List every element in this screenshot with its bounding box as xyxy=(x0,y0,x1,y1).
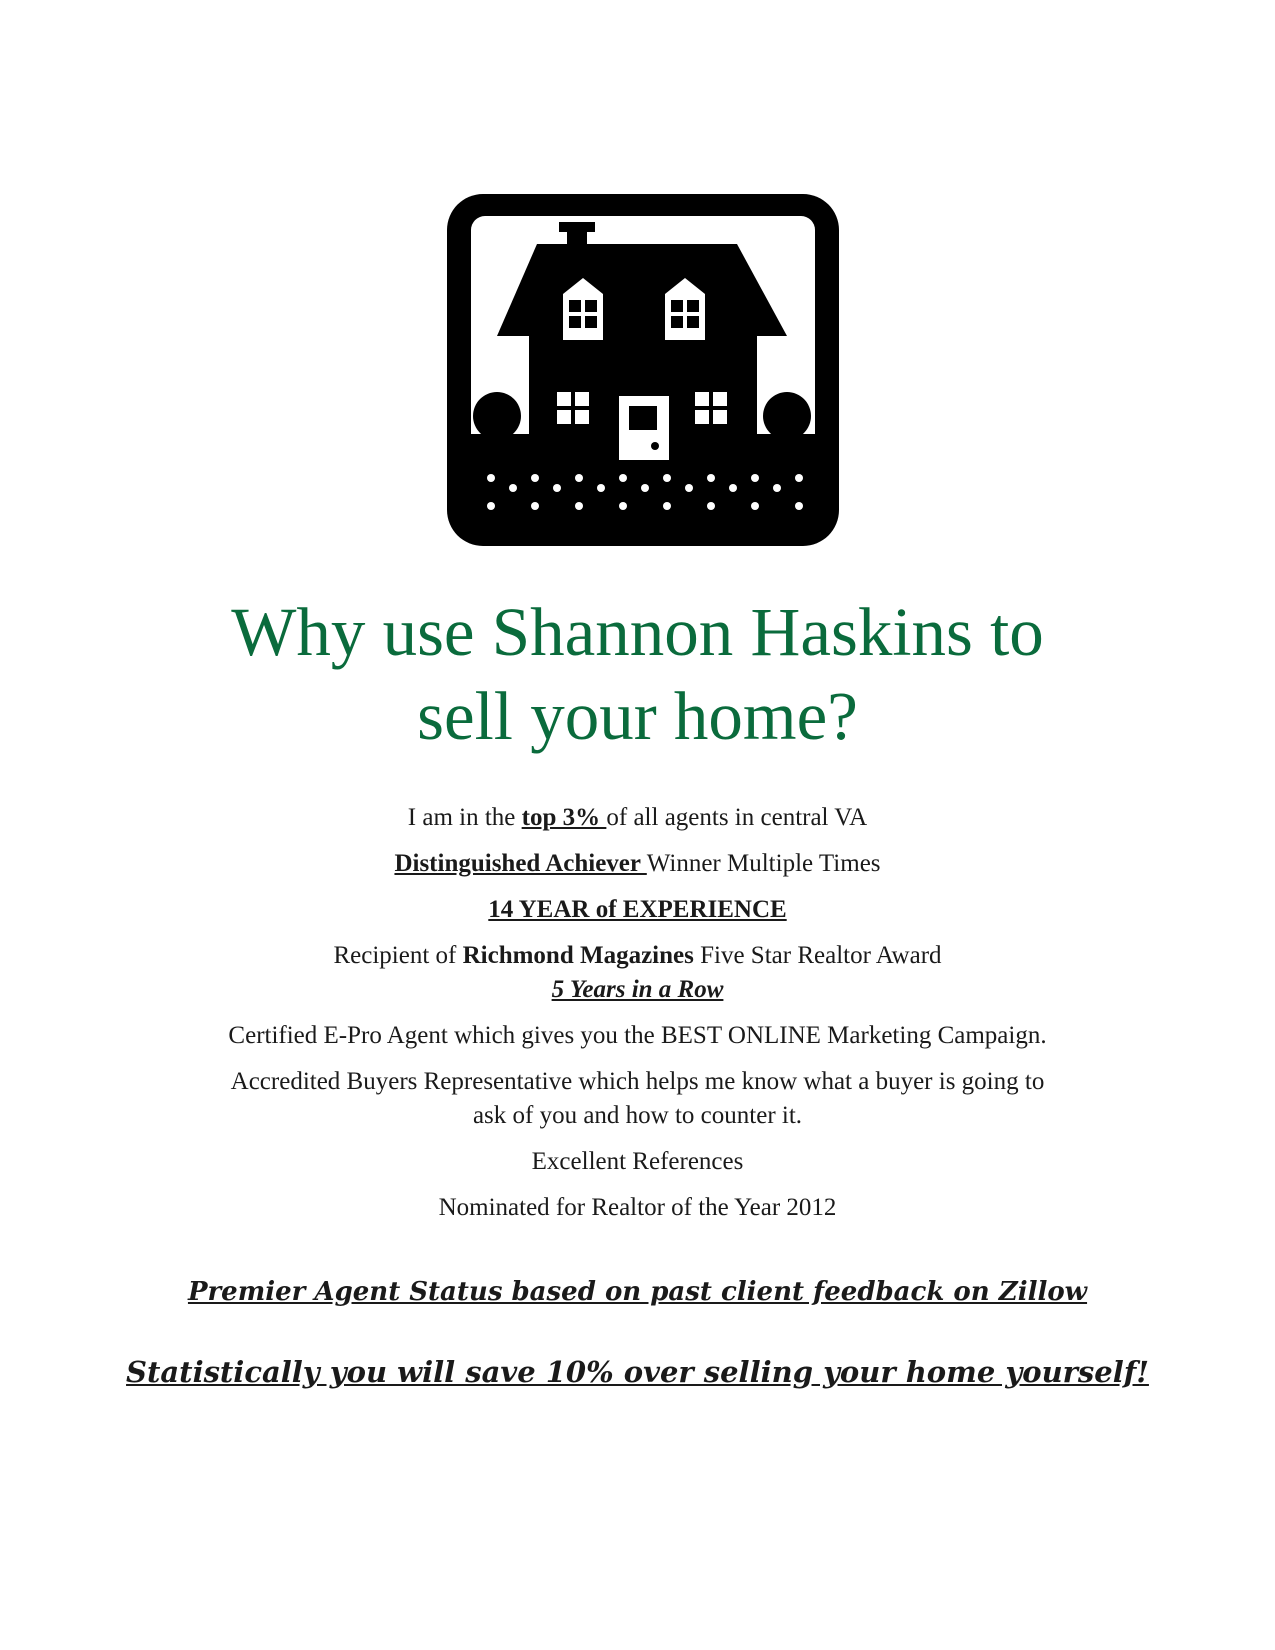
point-distinguished-achiever xyxy=(100,847,1175,881)
point-five-star-award-sub xyxy=(100,973,1175,1007)
closing-savings: Statistically you will save 10% over selling your home yourself! xyxy=(126,1355,1149,1389)
point-accredited-buyers-line-2: ask of you and how to counter it. xyxy=(472,1102,803,1129)
closing-premier-agent: Premier Agent Status based on past client feedback on Zillow xyxy=(187,1277,1088,1307)
point-distinguished-achiever-post: Winner Multiple Times xyxy=(646,850,881,877)
point-experience xyxy=(100,893,1175,927)
point-experience-em: 14 YEAR of EXPERIENCE xyxy=(488,896,787,923)
headline xyxy=(100,590,1175,758)
point-nominated: Nominated for Realtor of the Year 2012 xyxy=(438,1194,837,1221)
selling-points xyxy=(100,801,1175,1225)
point-references: Excellent References xyxy=(531,1148,744,1175)
point-five-star-award-post: Five Star Realtor Award xyxy=(693,942,942,969)
point-accredited-buyers-line-1: Accredited Buyers Representative which helps me know what a buyer is going to xyxy=(230,1068,1045,1095)
point-top-agents xyxy=(100,801,1175,835)
point-top-agents-em: top 3% xyxy=(521,804,607,831)
house-icon xyxy=(447,194,839,546)
point-five-star-award-em: Richmond Magazines xyxy=(462,942,694,969)
point-five-star-award-sub-text: 5 Years in a Row xyxy=(551,976,724,1003)
point-epro-agent: Certified E-Pro Agent which gives you the BEST ONLINE Marketing Campaign. xyxy=(228,1022,1047,1049)
headline-line-2: sell your home? xyxy=(417,678,858,754)
point-five-star-award xyxy=(100,939,1175,973)
point-five-star-award-pre: Recipient of xyxy=(333,942,463,969)
point-top-agents-post: of all agents in central VA xyxy=(606,804,868,831)
point-distinguished-achiever-em: Distinguished Achiever xyxy=(394,850,647,877)
point-top-agents-pre: I am in the xyxy=(407,804,522,831)
headline-line-1: Why use Shannon Haskins to xyxy=(231,594,1044,670)
